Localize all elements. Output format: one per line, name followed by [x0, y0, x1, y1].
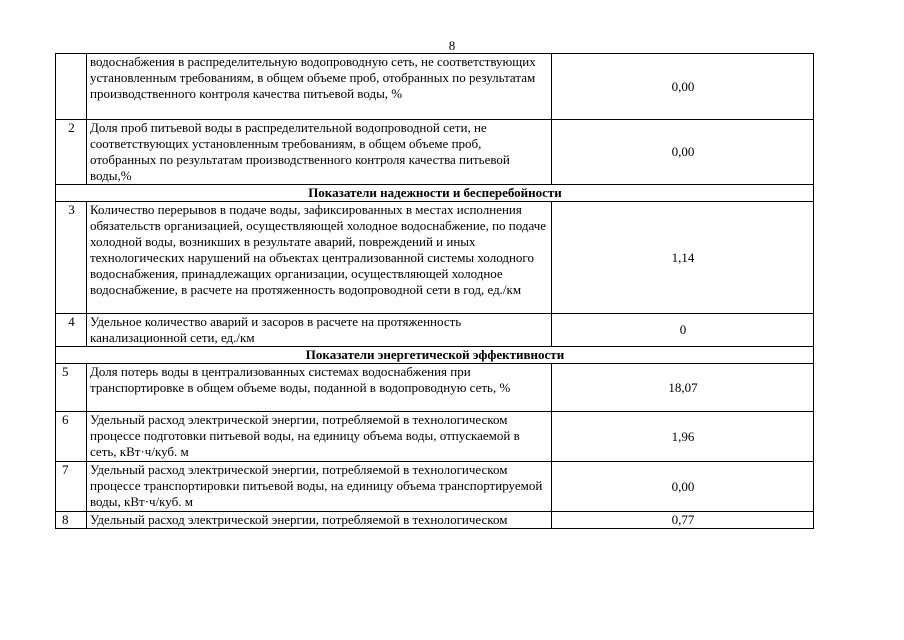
- indicator-description: Удельный расход электрической энергии, потребляемой в технологическом процессе транспортировки питьевой воды, на единицу объема транспортируемой воды, кВт·ч/куб. м: [87, 462, 552, 512]
- row-number: 7: [56, 462, 87, 512]
- indicator-description: Количество перерывов в подаче воды, зафиксированных в местах исполнения обязательств организацией, осуществляющей холодное водоснабжение, по подаче холодной воды, возникших в результате аварий, повреждений и иных технологических нарушений на объектах централизованной системы холодного водоснабжения, принадлежащих организации, осуществляющей холодное водоснабжение, в расчете на протяженность водопроводной сети в год, ед./км: [87, 202, 552, 314]
- row-number: 4: [56, 314, 87, 347]
- table-row: [56, 462, 814, 512]
- indicator-value: 0,00: [552, 462, 814, 512]
- indicator-value: 0,00: [552, 120, 814, 185]
- table-row: [56, 202, 814, 314]
- indicator-value: 0,00: [552, 54, 814, 120]
- indicator-description: Удельный расход электрической энергии, потребляемой в технологическом процессе подготовки питьевой воды, на единицу объема воды, отпускаемой в сеть, кВт·ч/куб. м: [87, 412, 552, 462]
- indicator-value: 0,77: [552, 512, 814, 529]
- indicator-description: Доля проб питьевой воды в распределительной водопроводной сети, не соответствующих установленным требованиям, в общем объеме проб, отобранных по результатам производственного контроля качества питьевой воды,%: [87, 120, 552, 185]
- section-title: Показатели надежности и бесперебойности: [56, 185, 814, 202]
- indicator-description: Доля потерь воды в централизованных системах водоснабжения при транспортировке в общем объеме воды, поданной в водопроводную сеть, %: [87, 364, 552, 412]
- section-title: Показатели энергетической эффективности: [56, 347, 814, 364]
- indicator-description: Удельное количество аварий и засоров в расчете на протяженность канализационной сети, ед./км: [87, 314, 552, 347]
- indicator-value: 1,14: [552, 202, 814, 314]
- indicator-value: 18,07: [552, 364, 814, 412]
- section-header-row: [56, 185, 814, 202]
- table-row: [56, 512, 814, 529]
- row-number: [56, 54, 87, 120]
- table-row: [56, 412, 814, 462]
- table-row: [56, 54, 814, 120]
- row-number: 2: [56, 120, 87, 185]
- row-number: 6: [56, 412, 87, 462]
- section-header-row: [56, 347, 814, 364]
- row-number: 3: [56, 202, 87, 314]
- indicator-value: 0: [552, 314, 814, 347]
- page-number: 8: [448, 38, 456, 53]
- table-row: [56, 120, 814, 185]
- row-number: 5: [56, 364, 87, 412]
- indicators-table: [55, 53, 814, 529]
- row-number: 8: [56, 512, 87, 529]
- table-row: [56, 314, 814, 347]
- indicator-value: 1,96: [552, 412, 814, 462]
- indicator-description: Удельный расход электрической энергии, потребляемой в технологическом: [87, 512, 552, 529]
- table-row: [56, 364, 814, 412]
- indicator-description: водоснабжения в распределительную водопроводную сеть, не соответствующих установленным требованиям, в общем объеме проб, отобранных по результатам производственного контроля качества питьевой воды, %: [87, 54, 552, 120]
